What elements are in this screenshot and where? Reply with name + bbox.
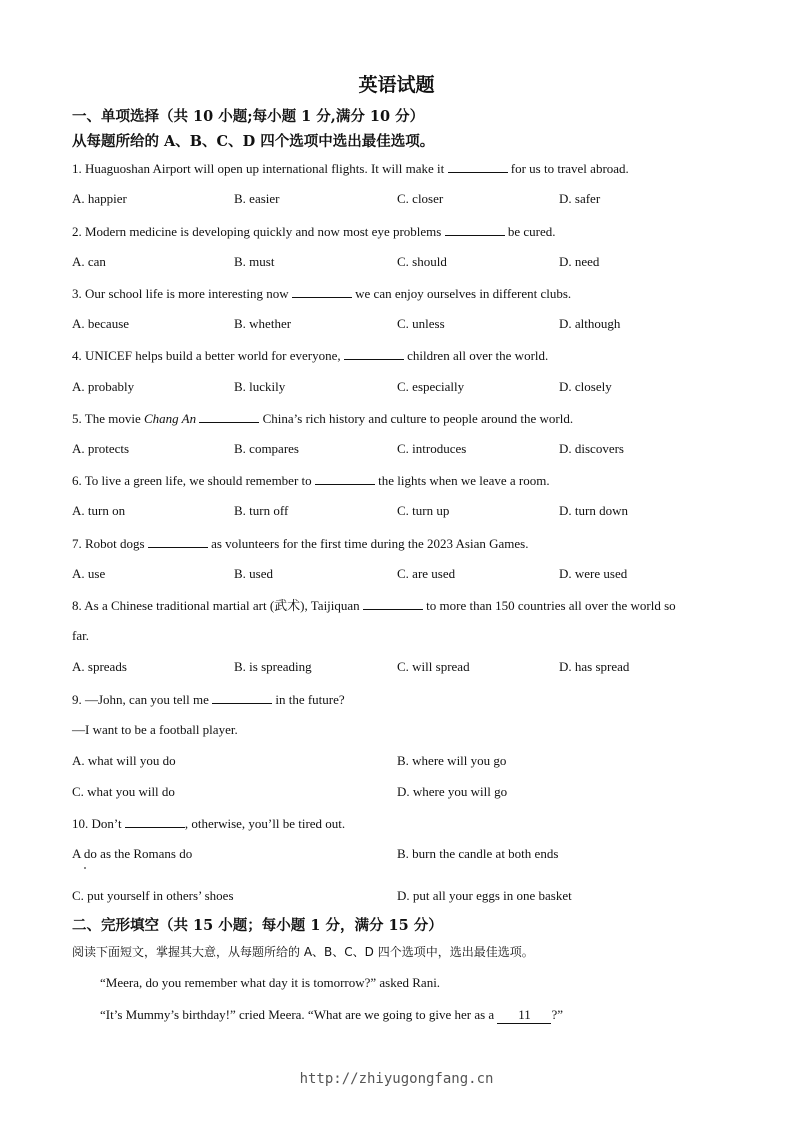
option-a: A. happier (72, 191, 127, 206)
movie-title: Chang An (143, 411, 197, 426)
section1-instruction: 从每题所给的 A、B、C、D 四个选项中选出最佳选项。 (72, 133, 435, 150)
option-d: D. need (559, 254, 600, 269)
option-d: D. although (559, 316, 621, 331)
option-a: A. protects (72, 441, 130, 456)
option-a: A. because (72, 316, 130, 331)
option-d: D. turn down (559, 503, 628, 518)
section2-instruction: 阅读下面短文，掌握其大意，从每题所给的 A、B、C、D 四个选项中，选出最佳选项。 (72, 945, 534, 959)
answer-blank (212, 691, 272, 704)
answer-blank (315, 472, 375, 485)
question-1: 1. Huaguoshan Airport will open up international flights. It will make it for us to travel abroad. (72, 161, 629, 176)
answer-blank (199, 410, 259, 423)
option-c: C. introduces (397, 441, 467, 456)
question-9: 9. —John, can you tell me in the future? (72, 692, 345, 707)
question-8-continued: far. (72, 628, 89, 643)
option-a: A. turn on (72, 503, 126, 518)
footer-url: http://zhiyugongfang.cn (299, 1071, 494, 1087)
answer-blank (445, 223, 505, 236)
cloze-blank-11: 11 (497, 1007, 551, 1024)
option-b: B. used (234, 566, 273, 581)
question-8: 8. As a Chinese traditional martial art (武术), Taijiquan to more than 150 countries all over the world so (72, 598, 676, 613)
answer-blank (344, 347, 404, 360)
option-d: D. safer (559, 191, 601, 206)
question-9-reply: —I want to be a football player. (72, 722, 238, 737)
option-c: C. are used (397, 566, 456, 581)
option-c: C. unless (397, 316, 445, 331)
question-2: 2. Modern medicine is developing quickly and now most eye problems be cured. (72, 224, 556, 239)
question-3: 3. Our school life is more interesting now we can enjoy ourselves in different clubs. (72, 286, 572, 301)
option-c: C. especially (397, 379, 465, 394)
question-7: 7. Robot dogs as volunteers for the first time during the 2023 Asian Games. (72, 536, 529, 551)
option-d: D. closely (559, 379, 612, 394)
answer-blank (292, 285, 352, 298)
answer-blank (448, 160, 508, 173)
option-b: B. must (234, 254, 275, 269)
option-d: D. were used (559, 566, 628, 581)
option-c: C. put yourself in others’ shoes (72, 888, 234, 903)
option-c: C. what you will do (72, 784, 175, 799)
passage-paragraph-2: “It’s Mummy’s birthday!” cried Meera. “What are we going to give her as a 11 ?” (100, 1007, 563, 1022)
option-a: A. probably (72, 379, 135, 394)
answer-blank (363, 597, 423, 610)
option-b: B. whether (234, 316, 292, 331)
option-b: B. is spreading (234, 659, 312, 674)
option-c: C. will spread (397, 659, 470, 674)
option-a: A. use (72, 566, 106, 581)
option-d: D. where you will go (397, 784, 508, 799)
question-6: 6. To live a green life, we should remember to the lights when we leave a room. (72, 473, 550, 488)
option-a: A. spreads (72, 659, 127, 674)
option-a: A. what will you do (72, 753, 176, 768)
option-b: B. compares (234, 441, 299, 456)
question-10: 10. Don’t , otherwise, you’ll be tired out. (72, 816, 346, 831)
option-b: B. where will you go (397, 753, 507, 768)
option-c: C. closer (397, 191, 444, 206)
option-b: B. turn off (234, 503, 289, 518)
question-5: 5. The movie Chang An China’s rich history and culture to people around the world. (72, 411, 574, 426)
option-b: B. luckily (234, 379, 286, 394)
option-c: C. turn up (397, 503, 450, 518)
section2-heading: 二、完形填空（共 15 小题；每小题 1 分，满分 15 分） (72, 917, 443, 934)
option-b: B. easier (234, 191, 280, 206)
option-d: D. discovers (559, 441, 624, 456)
option-b: B. burn the candle at both ends (397, 846, 559, 861)
answer-blank (148, 535, 208, 548)
option-a: A do as the Romans do (72, 846, 193, 861)
question-4: 4. UNICEF helps build a better world for everyone, children all over the world. (72, 348, 549, 363)
option-c: C. should (397, 254, 447, 269)
option-d: D. put all your eggs in one basket (397, 888, 572, 903)
passage-paragraph-1: “Meera, do you remember what day it is tomorrow?” asked Rani. (100, 975, 441, 990)
stray-mark (84, 867, 86, 869)
option-d: D. has spread (559, 659, 630, 674)
page-title: 英语试题 (358, 74, 435, 96)
option-a: A. can (72, 254, 106, 269)
section1-heading: 一、单项选择（共 10 小题;每小题 1 分,满分 10 分） (72, 108, 425, 125)
answer-blank (125, 815, 185, 828)
